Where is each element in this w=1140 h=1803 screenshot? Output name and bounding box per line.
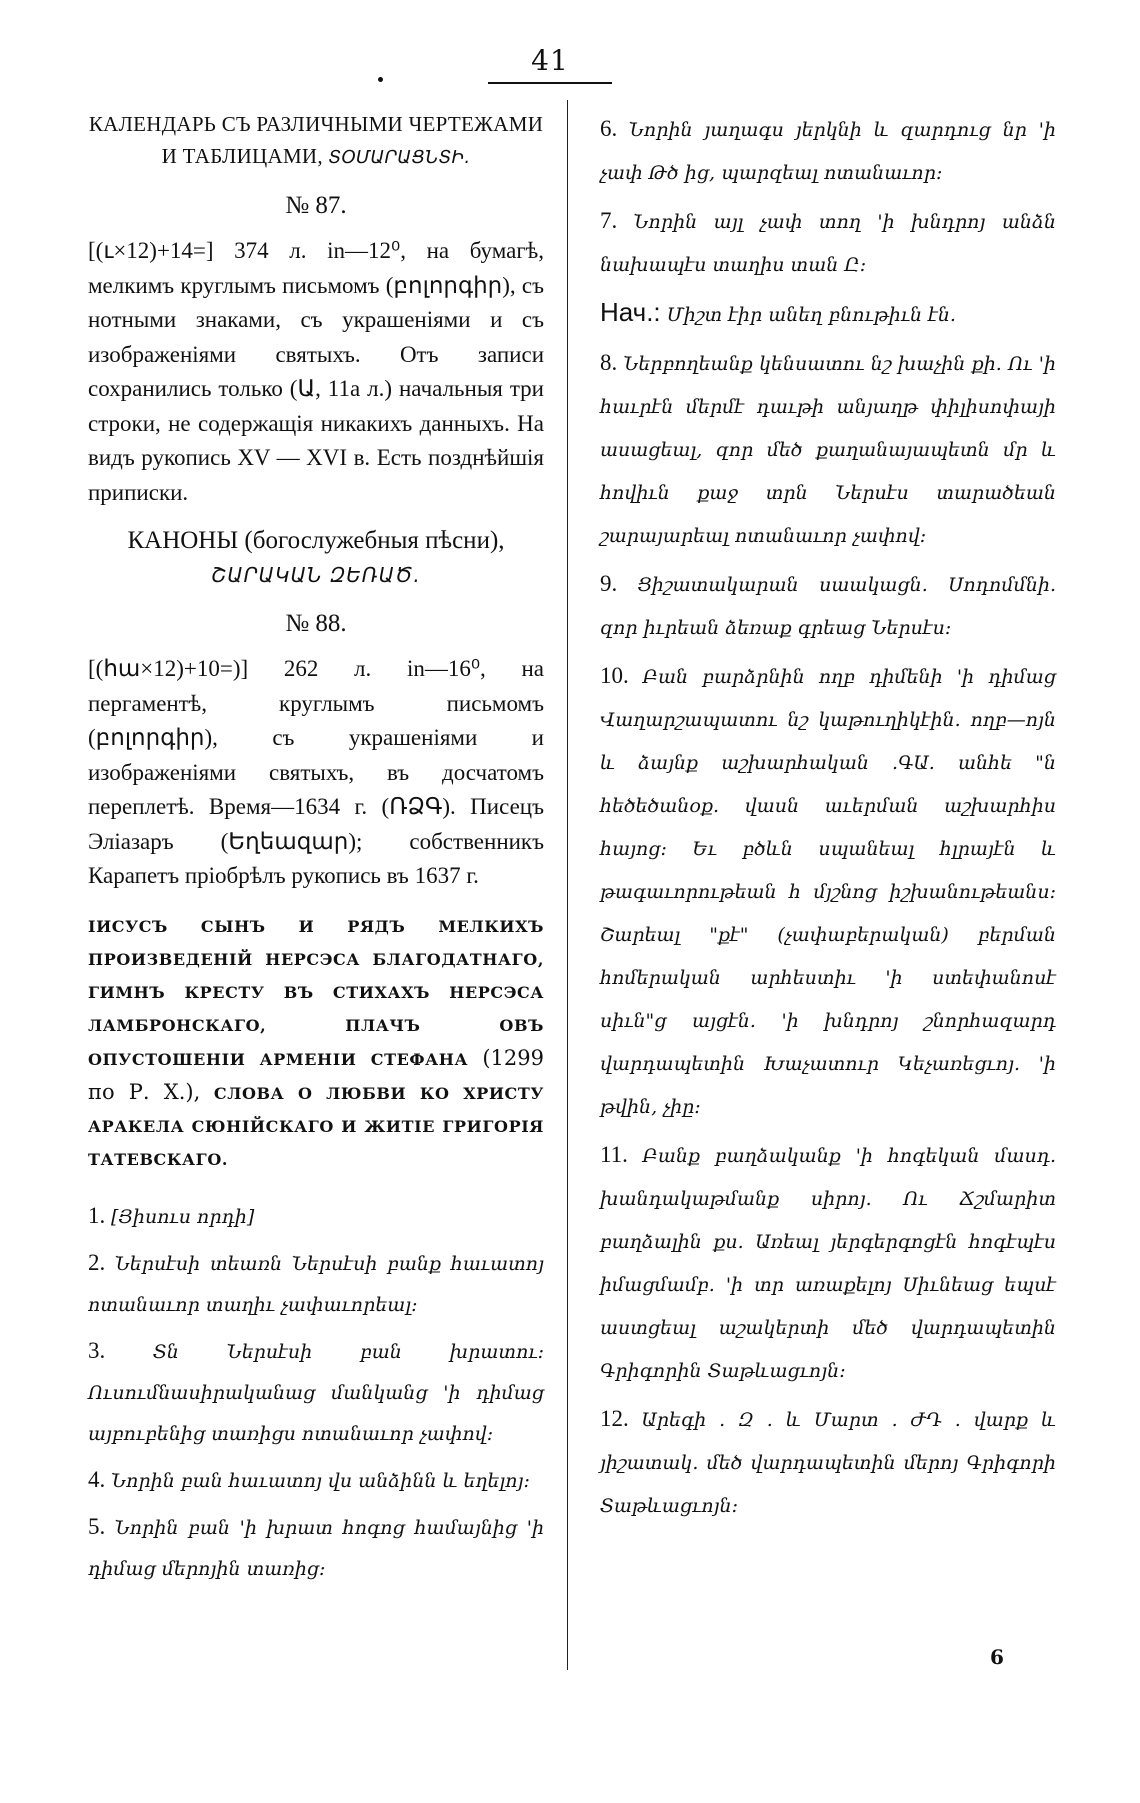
item-text: Նորին բան հաւատոյ վս անձինն և եղելոյ: [111, 1469, 530, 1492]
item-text: Բանք բաղձականք 'ի հոգեկան մասդ. խանդակաթմանք սիրոյ. Ու Ճշմարիտ բաղձալին քս. Առեալ յերգերգոցէն հոգէպէս իմացմամբ. 'ի տր առաքելոյ Սիւնեաց եպսէ աստցեալ աշակերտի մեծ վարդապետին Գրիգորին Տաթևացւոյն: [600, 1145, 1056, 1382]
item-text: Ցիշատակարան սաակացն. Սոդոմմնի. զոր իւրեան ձեռաք գրեաց Ներսէս: [600, 574, 1056, 639]
incipit [600, 292, 1056, 336]
left-item-list [88, 1196, 544, 1589]
contents-year: (1299 по Р. Х.), [88, 1045, 544, 1104]
contents-heading-part2: СЛОВА О ЛЮБВИ КО ХРИСТУ АРАКЕЛА СЮНІЙСКАГО И ЖИТІЕ ГРИГОРІЯ ТАТЕВСКАГО. [88, 1083, 544, 1169]
item-text: Նորին յաղագս յերկնի և զարդուց նր 'ի չափ Թծ ից, պարզեալ ոտանաւոր: [600, 119, 1056, 184]
list-item [600, 108, 1056, 194]
item-text: Տն Ներսէսի բան խրատու: Ուսումնասիրականաց մանկանց 'ի դիմաց այբուբենից տառիցս ոտանաւոր չափով: [88, 1340, 545, 1445]
item-number: 4. [88, 1466, 106, 1492]
signature-mark: 6 [990, 1645, 1004, 1669]
page-number: 41 [531, 44, 569, 77]
incipit-text: Միշտ էիր անեղ բնութիւն էն. [666, 304, 956, 326]
list-item [88, 1507, 544, 1589]
item-text: Բան բարձրնին ողբ դիմենի 'ի դիմաց Վաղարշապատու նշ կաթուղիկէին. ողբ—ոյն և ձայնք աշխարհական .ԳԱ. անհե "ն հեծեծանօք. վասն աւերման աշխարհիս հայոց: Եւ բծևն սպանեալ հլրայէն և թագաւորութեան հ մյշնոց իշխանութեանս: Շարեալ "քէ" (չափաբերական) բերման հոմերական արհեստիւ 'ի ստեփանոսէ սիւն"ց այցէն. 'ի խնդրոյ շնորհազարդ վարդապետին Խաչատուր Կեչառեցւոյ. 'ի թվին, չիը: [600, 666, 1056, 1118]
list-item [88, 1196, 544, 1237]
item-text: Նորին այլ չափ տող 'ի խնդրոյ անձն նախապէս տաղիս տան Ը: [600, 211, 1056, 276]
entry-88-title [88, 524, 544, 592]
item-number: 7. [600, 208, 618, 233]
entry-88-title-ru: КАНОНЫ (богослужебныя пѣсни), [127, 527, 505, 554]
entry-87-description: [(ւ×12)+14=] 374 л. in—12⁰, на бумагѣ, мелкимъ круглымъ письмомъ (բոլորգիր), съ нотными знаками, съ украшеніями и съ изображеніями святыхъ. Отъ записи сохранились только (Ա, 11а л.) начальныя три строки, не содержащія никакихъ данныхъ. На видъ рукопись XV — XVI в. Есть позднѣйшія приписки. [88, 238, 544, 505]
entry-87-heading [88, 108, 544, 174]
list-item [600, 342, 1056, 557]
item-number: 9. [600, 571, 618, 596]
item-text: Ներսէսի տեառն Ներսէսի բանք հաւատոյ ոտանաւոր տաղիւ չափաւորեալ: [88, 1252, 544, 1316]
item-text: Ներբողեանք կենսատու նշ խաչին քի. Ու 'ի հաւրէն մերմէ դաւթի անյաղթ փիլիսոփայի ասացեալ, զոր մեծ քաղանայապետն մր և հովիւն քաջ տրն Ներսէս տարածեան շարայարեալ ոտանաւոր չափով: [600, 353, 1056, 547]
item-text: Արեգի . Զ . և Մարտ . ԺԴ . վարք և յիշատակ. մեծ վարդապետին մերոյ Գրիգորի Տաթևացւոյն: [600, 1409, 1057, 1517]
item-text: [Յիսուս որդի] [111, 1205, 255, 1228]
entry-88-number: № 88. [285, 610, 347, 637]
list-item [88, 1243, 544, 1325]
incipit-label: Нач.: [600, 297, 661, 327]
item-number: 3. [88, 1337, 106, 1363]
item-number: 5. [88, 1513, 106, 1539]
entry-87-number: № 87. [285, 192, 347, 219]
left-column [88, 108, 544, 1595]
column-divider [567, 100, 568, 1670]
page-number-rule [488, 82, 612, 84]
contents-heading [88, 910, 544, 1176]
entry-87-heading-ru: КАЛЕНДАРЬ СЪ РАЗЛИЧНЫМИ ЧЕРТЕЖАМИ И ТАБЛИЦАМИ, [88, 112, 544, 168]
list-item [88, 1460, 544, 1501]
item-number: 10. [600, 663, 629, 688]
item-number: 1. [88, 1202, 106, 1228]
item-text: Նորին բան 'ի խրատ հոգոց համայնից 'ի դիմաց մերոյին տառից: [88, 1516, 545, 1580]
item-number: 2. [88, 1249, 106, 1275]
list-item [600, 655, 1056, 1128]
list-item [600, 200, 1056, 286]
entry-87-heading-arm: ՏՕՄԱՐԱՑՆՏԻ. [328, 147, 471, 168]
header-dot [378, 77, 383, 82]
list-item [88, 1331, 544, 1454]
list-item [600, 1398, 1056, 1527]
entry-88-title-arm: ՇԱՐԱԿԱՆ ԶԵՌԱԾ. [211, 563, 421, 587]
item-number: 12. [600, 1406, 629, 1431]
item-number: 8. [600, 350, 618, 375]
item-number: 11. [600, 1142, 628, 1167]
item-number: 6. [600, 116, 618, 141]
list-item [600, 563, 1056, 649]
entry-88-description: [(հա×12)+10=)] 262 л. in—16⁰, на пергаментѣ, круглымъ письмомъ (բոլորգիր), съ украшеніями и изображеніями святыхъ, въ досчатомъ переплетѣ. Время—1634 г. (ՌՁԳ). Писецъ Эліазаръ (Եղեազար); собственникъ Карапетъ пріобрѣлъ рукопись въ 1637 г. [88, 656, 544, 888]
right-column [600, 108, 1056, 1533]
contents-heading-part1: ІИСУСЪ СЫНЪ И РЯДЪ МЕЛКИХЪ ПРОИЗВЕДЕНІЙ НЕРСЭСА БЛАГОДАТНАГО, ГИМНЪ КРЕСТУ ВЪ СТИХАХЪ НЕРСЭСА ЛАМБРОНСКАГО, ПЛАЧЪ ОВЪ ОПУСТОШЕНІИ АРМЕНІИ СТЕФАНА [88, 916, 544, 1069]
list-item [600, 1134, 1056, 1392]
